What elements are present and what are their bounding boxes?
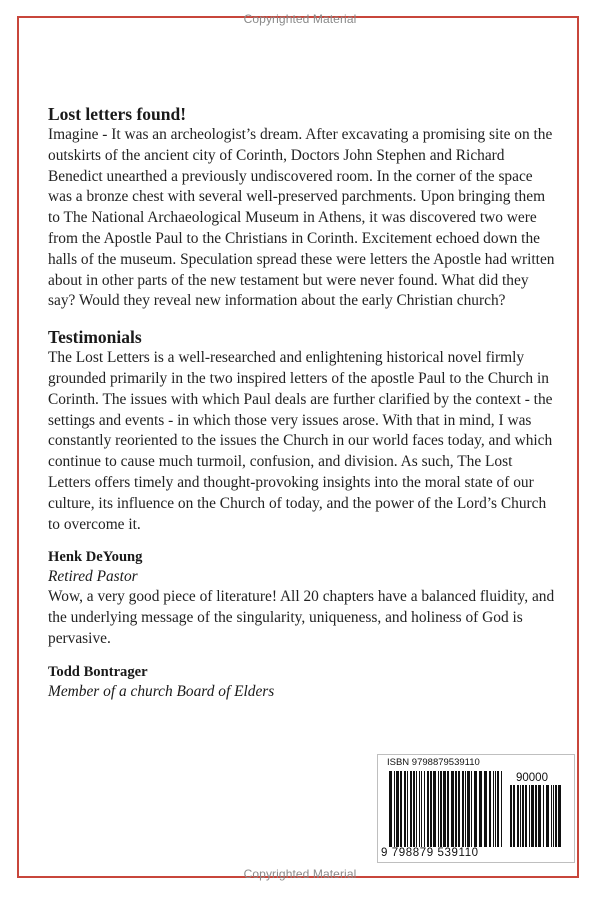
testimonial-1-author: Henk DeYoung [48,549,143,566]
lost-letters-heading: Lost letters found! [48,104,187,124]
price-code: 90000 [516,772,548,784]
barcode-bars [389,771,505,847]
testimonial-1-text: The Lost Letters is a well-researched and enlightening historical novel firmly grounded primarily in the two inspired letters of the apostle Paul to the Church in Corinth. The issues with which Paul deals are further clarified by the context - the settings and events - in which those very issues arose. With that in mind, I was constantly reoriented to the issues the Church in our world faces today, and which continue to cause much turmoil, confusion, and division. As such, The Lost Letters offers timely and thought-provoking insights into the moral state of our culture, its influence on the Church of today, and the power of the Lord’s Church to overcome it. [48,349,553,533]
synopsis-paragraph: Imagine - It was an archeologist’s dream. After excavating a promising site on the outskirts of the ancient city of Corinth, Doctors John Stephen and Richard Benedict unearthed a previously undiscovered room. In the corner of the space was a bronze chest with several well-preserved parchments. Upon bringing them to The National Archaeological Museum in Athens, it was discovered two were from the Apostle Paul to the Christians in Corinth. Excitement echoed down the halls of the museum. Speculation spread these were letters the Apostle had written about in other parts of the new testament but were never found. What did they say? Would they reveal new information about the early Christian church? [48,126,555,310]
back-cover-text [48,104,558,702]
isbn-label: ISBN 9798879539110 [387,757,480,768]
isbn-barcode [377,754,575,863]
testimonials-heading: Testimonials [48,327,142,348]
testimonial-2-author: Todd Bontrager [48,663,148,680]
testimonial-1-role: Retired Pastor [48,568,138,586]
testimonial-2-role: Member of a church Board of Elders [48,682,275,700]
barcode-digits: 9 798879 539110 [381,847,479,859]
price-barcode-bars [510,785,564,847]
copyright-watermark-top: Copyrighted Material [243,12,357,26]
copyright-watermark-bottom: Copyrighted Material [243,867,357,881]
testimonial-2-text: Wow, a very good piece of literature! All 20 chapters have a balanced fluidity, and the underlying message of the singularity, uniqueness, and holiness of God is pervasive. [48,588,555,647]
